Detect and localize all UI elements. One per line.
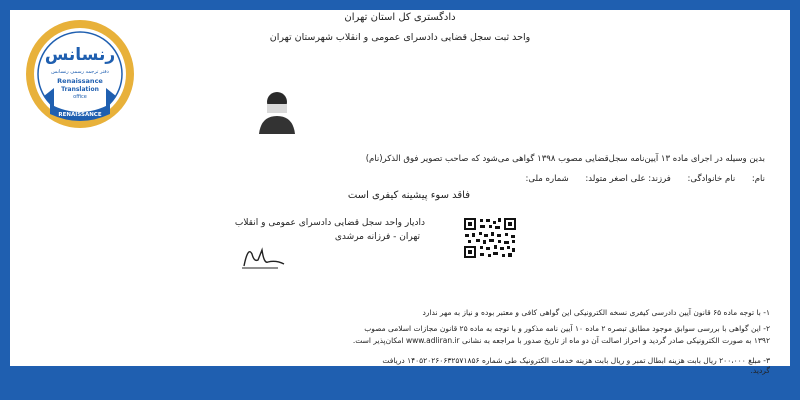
certificate-intro: بدین وسیله در اجرای ماده ۱۳ آیین‌نامه سجل‌قضایی مصوب ۱۳۹۸ گواهی می‌شود که صاحب تصویر فوق الذکر(نام) bbox=[365, 154, 765, 164]
qr-code[interactable] bbox=[462, 216, 518, 260]
office-title: واحد ثبت سجل قضایی دادسرای عمومی و انقلاب شهرستان تهران bbox=[269, 32, 531, 43]
signer-name: تهران - فرزانه مرشدی bbox=[334, 232, 420, 242]
record-status: فاقد سوء پیشینه کیفری است bbox=[347, 190, 470, 201]
note-2-continued: ۱۳۹۲ به صورت الکترونیکی صادر گردید و احراز اصالت آن دو ماه از تاریخ صدور با مراجعه به نشانی www.adliran.ir امکان‌پذیر است. bbox=[352, 336, 770, 345]
field-national-id: شماره ملی: bbox=[525, 174, 569, 184]
logo-line2: Renaissance bbox=[57, 77, 103, 85]
signer-title: دادیار واحد سجل قضایی دادسرای عمومی و انقلاب bbox=[234, 218, 425, 228]
logo-line3: Translation bbox=[61, 86, 99, 93]
logo-line1: دفتر ترجمه رسمی رنسانس bbox=[51, 69, 109, 75]
field-father: فرزند: علی اصغر متولد: bbox=[585, 174, 671, 184]
note-3-continued: گردید. bbox=[750, 366, 770, 375]
note-2: ۲- این گواهی با بررسی سوابق موجود مطابق تبصره ۲ ماده ۱۰ آیین نامه مذکور و با توجه به ماده ۲۵ قانون مجازات اسلامی مصوب bbox=[364, 324, 770, 333]
logo-name: رنسانس bbox=[44, 45, 116, 65]
logo-ribbon: RENAISSANCE bbox=[58, 112, 102, 118]
logo-line4: office bbox=[73, 94, 87, 100]
note-3: ۳- مبلغ ۲۰۰،۰۰۰ ریال بابت هزینه ابطال تمبر و ریال بابت هزینه خدمات الکترونیک طی شماره ۱۴۰۵۲۰۲۶۰۶۳۲۵۷۱۸۵۶ دریافت bbox=[382, 356, 770, 365]
court-title: دادگستری کل استان تهران bbox=[344, 12, 456, 23]
signature-mark bbox=[238, 240, 288, 272]
field-first-name: نام: bbox=[751, 174, 765, 184]
person-photo bbox=[255, 88, 299, 134]
renaissance-logo bbox=[24, 18, 136, 130]
field-last-name: نام خانوادگی: bbox=[687, 174, 736, 184]
person-fields bbox=[260, 174, 765, 184]
note-1: ۱- با توجه ماده ۶۵ قانون آیین دادرسی کیفری نسخه الکترونیکی این گواهی کافی و معتبر بوده و نیاز به مهر ندارد bbox=[422, 308, 770, 317]
